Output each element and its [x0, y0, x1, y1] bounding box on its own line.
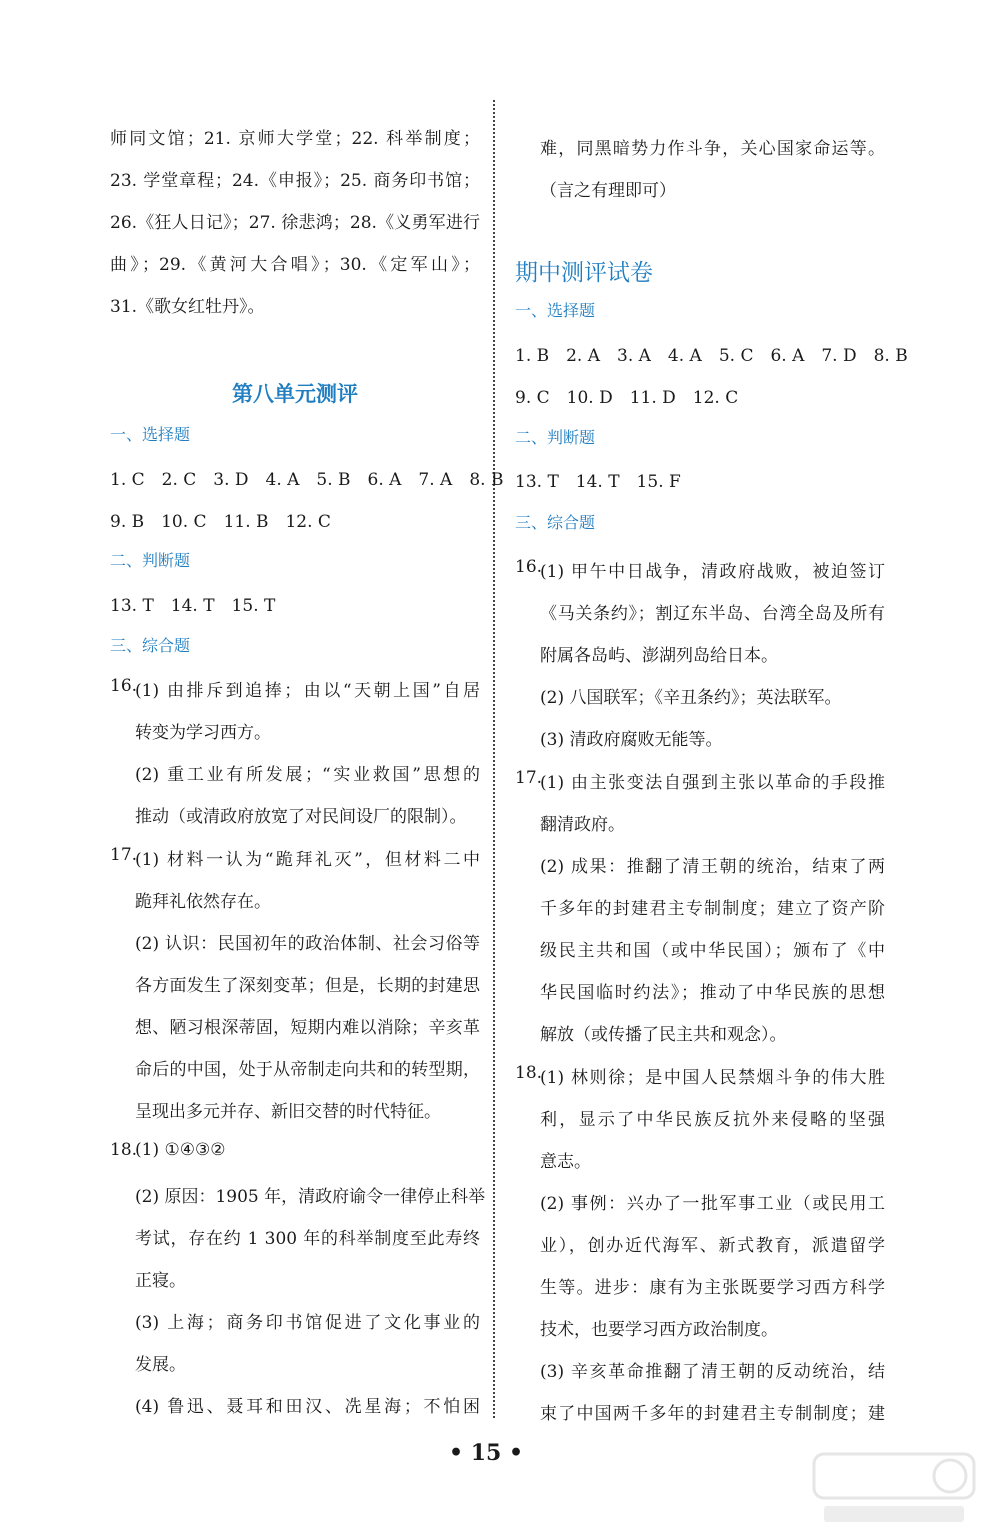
answer-line: (3) 上海；商务印书馆促进了文化事业的: [135, 1313, 480, 1333]
answer-line: (2) 八国联军；《辛丑条约》；英法联军。: [540, 688, 842, 708]
answer-line: 发展。: [135, 1355, 186, 1375]
answer-line: (2) 原因：1905 年，清政府谕令一律停止科举: [135, 1187, 486, 1207]
question-number: 16.: [110, 676, 138, 696]
answer-line: (3) 辛亥革命推翻了清王朝的反动统治，结: [540, 1362, 885, 1382]
text-line: 师同文馆；21. 京师大学堂；22. 科举制度；: [110, 129, 480, 149]
answer-line: 翻清政府。: [540, 815, 625, 835]
section-heading: 一、选择题: [515, 301, 596, 320]
answer-line: (1) 材料一认为“跪拜礼灭”，但材料二中: [135, 850, 480, 870]
answer-line: 级民主共和国（或中华民国）；颁布了《中: [540, 941, 885, 961]
watermark-logo: [810, 1450, 980, 1530]
section-heading: 二、判断题: [515, 428, 596, 447]
text-line: 26.《狂人日记》；27. 徐悲鸿；28.《义勇军进行: [110, 213, 480, 233]
answers-line: 13. T 14. T 15. T: [110, 596, 276, 616]
answer-line: 《马关条约》；割辽东半岛、台湾全岛及所有: [540, 604, 885, 624]
answer-line: 命后的中国，处于从帝制走向共和的转型期，: [135, 1060, 480, 1080]
answer-line: （言之有理即可）: [540, 181, 676, 201]
answer-line: 难，同黑暗势力作斗争，关心国家命运等。: [540, 139, 885, 159]
unit-title: 第八单元测评: [232, 382, 358, 406]
question-number: 18.: [110, 1140, 138, 1160]
answers-line: 9. B 10. C 11. B 12. C: [110, 512, 331, 532]
answer-line: (1) 由主张变法自强到主张以革命的手段推: [540, 773, 885, 793]
answer-line: (3) 清政府腐败无能等。: [540, 730, 723, 750]
answer-line: 呈现出多元并存、新旧交替的时代特征。: [135, 1102, 441, 1122]
answer-line: 想、陋习根深蒂固，短期内难以消除；辛亥革: [135, 1018, 480, 1038]
text-line: 23. 学堂章程；24.《申报》；25. 商务印书馆；: [110, 171, 480, 191]
answer-line: (2) 成果：推翻了清王朝的统治，结束了两: [540, 857, 885, 877]
question-number: 17.: [515, 768, 543, 788]
question-number: 18.: [515, 1063, 543, 1083]
section-heading: 一、选择题: [110, 425, 191, 444]
answers-line: 9. C 10. D 11. D 12. C: [515, 388, 739, 408]
text-line: 31.《歌女红牡丹》。: [110, 297, 265, 317]
answer-line: (2) 事例：兴办了一批军事工业（或民用工: [540, 1194, 885, 1214]
answer-line: (1) 林则徐；是中国人民禁烟斗争的伟大胜: [540, 1068, 885, 1088]
page-number: • 15 •: [448, 1440, 524, 1466]
answer-line: 业），创办近代海军、新式教育，派遣留学: [540, 1236, 885, 1256]
answers-line: 13. T 14. T 15. F: [515, 472, 681, 492]
answer-line: 生等。进步：康有为主张既要学习西方科学: [540, 1278, 885, 1298]
answer-line: (2) 重工业有所发展；“实业救国”思想的: [135, 765, 480, 785]
answer-line: 考试，存在约 1 300 年的科举制度至此寿终: [135, 1229, 480, 1249]
answer-line: 附属各岛屿、澎湖列岛给日本。: [540, 646, 778, 666]
text-line: 曲》；29.《黄河大合唱》；30.《定军山》；: [110, 255, 480, 275]
answer-line: 推动（或清政府放宽了对民间设厂的限制）。: [135, 807, 467, 827]
answer-line: (2) 认识：民国初年的政治体制、社会习俗等: [135, 934, 480, 954]
answer-line: 意志。: [540, 1152, 591, 1172]
answer-line: 技术，也要学习西方政治制度。: [540, 1320, 778, 1340]
section-heading: 三、综合题: [515, 513, 596, 532]
section-heading: 三、综合题: [110, 636, 191, 655]
column-divider: [493, 100, 495, 1418]
answers-line: 1. B 2. A 3. A 4. A 5. C 6. A 7. D 8. B: [515, 346, 908, 366]
answer-line: (1) 甲午中日战争，清政府战败，被迫签订: [540, 562, 885, 582]
answer-line: 解放（或传播了民主共和观念）。: [540, 1025, 787, 1045]
answer-line: 转变为学习西方。: [135, 723, 271, 743]
answer-line: 华民国临时约法》；推动了中华民族的思想: [540, 983, 885, 1003]
exam-title: 期中测评试卷: [515, 260, 653, 286]
answer-line: (1) 由排斥到追捧；由以“天朝上国”自居: [135, 681, 480, 701]
question-number: 17.: [110, 845, 138, 865]
answer-line: 千多年的封建君主专制制度；建立了资产阶: [540, 899, 885, 919]
question-number: 16.: [515, 557, 543, 577]
answer-line: 利，显示了中华民族反抗外来侵略的坚强: [540, 1110, 885, 1130]
answer-line: 各方面发生了深刻变革；但是，长期的封建思: [135, 976, 480, 996]
answer-line: 束了中国两千多年的封建君主专制制度；建: [540, 1404, 885, 1424]
section-heading: 二、判断题: [110, 551, 191, 570]
answer-line: (1) ①④③②: [135, 1140, 226, 1160]
answer-line: 跪拜礼依然存在。: [135, 892, 271, 912]
answer-line: (4) 鲁迅、聂耳和田汉、冼星海；不怕困: [135, 1397, 480, 1417]
answers-line: 1. C 2. C 3. D 4. A 5. B 6. A 7. A 8. B: [110, 470, 504, 490]
answer-line: 正寝。: [135, 1271, 186, 1291]
